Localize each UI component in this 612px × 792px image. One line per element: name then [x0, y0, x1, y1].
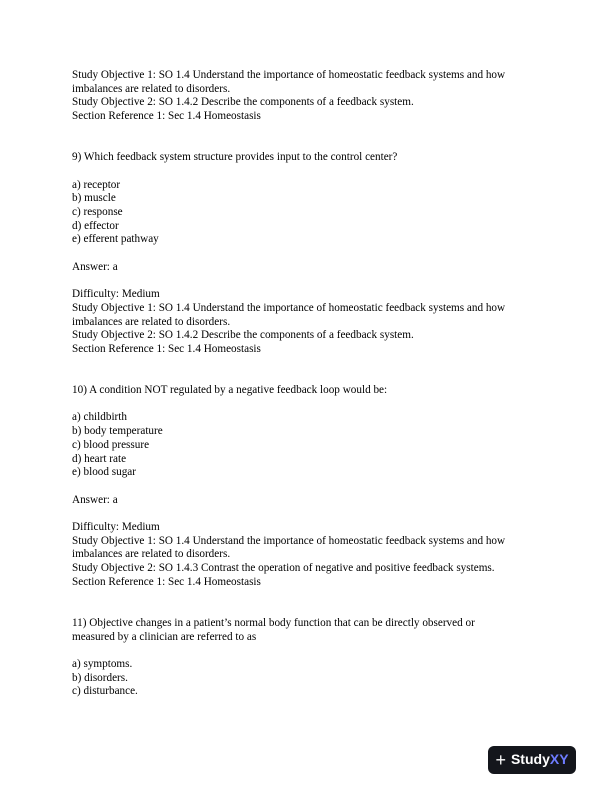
intro-references [72, 69, 552, 124]
document-page [72, 69, 552, 699]
section-reference: Section Reference 1: Sec 1.4 Homeostasis [72, 343, 261, 355]
study-objective-1-line1: Study Objective 1: SO 1.4 Understand the importance of homeostatic feedback systems and how [72, 534, 506, 547]
study-objective-1-line1: Study Objective 1: SO 1.4 Understand the importance of homeostatic feedback systems and how [72, 69, 506, 81]
study-objective-1-line2: imbalances are related to disorders. [72, 315, 231, 328]
study-objective-2: Study Objective 2: SO 1.4.2 Describe the components of a feedback system. [72, 96, 414, 109]
section-reference: Section Reference 1: Sec 1.4 Homeostasis [72, 575, 261, 588]
option-c: c) response [72, 206, 123, 218]
option-b: b) body temperature [72, 425, 163, 438]
study-objective-1-line1: Study Objective 1: SO 1.4 Understand the importance of homeostatic feedback systems and how [72, 301, 506, 314]
difficulty: Difficulty: Medium [72, 288, 160, 301]
question-10 [72, 384, 552, 590]
option-a: a) childbirth [72, 411, 127, 424]
question-11 [72, 617, 552, 699]
studyxy-watermark-badge [488, 746, 576, 774]
option-d: d) heart rate [72, 452, 127, 465]
question-9 [72, 151, 552, 357]
option-c: c) blood pressure [72, 438, 150, 451]
answer: Answer: a [72, 260, 118, 273]
question-text: 9) Which feedback system structure provides input to the control center? [72, 151, 398, 164]
answer: Answer: a [72, 493, 118, 506]
question-text: 10) A condition NOT regulated by a negative feedback loop would be: [72, 384, 388, 397]
option-a: a) symptoms. [72, 658, 133, 671]
brand-study: Study [510, 751, 550, 768]
question-text-line2: measured by a clinician are referred to as [72, 630, 257, 643]
question-text-line1: 11) Objective changes in a patient’s normal body function that can be directly observed or [72, 616, 475, 629]
option-a: a) receptor [72, 178, 121, 191]
study-objective-1-line2: imbalances are related to disorders. [72, 82, 231, 95]
option-c: c) disturbance. [72, 685, 138, 698]
option-e: e) blood sugar [72, 466, 137, 479]
option-e: e) efferent pathway [72, 233, 159, 246]
option-b: b) disorders. [72, 671, 128, 684]
section-reference: Section Reference 1: Sec 1.4 Homeostasis [72, 110, 261, 123]
study-objective-2: Study Objective 2: SO 1.4.3 Contrast the operation of negative and positive feedback systems. [72, 562, 495, 575]
study-objective-2: Study Objective 2: SO 1.4.2 Describe the components of a feedback system. [72, 329, 414, 342]
option-b: b) muscle [72, 192, 116, 205]
brand-name [511, 753, 569, 767]
difficulty: Difficulty: Medium [72, 521, 160, 534]
plus-icon: + [495, 750, 506, 770]
brand-xy: XY [549, 751, 569, 768]
option-d: d) effector [72, 219, 119, 232]
study-objective-1-line2: imbalances are related to disorders. [72, 548, 231, 561]
